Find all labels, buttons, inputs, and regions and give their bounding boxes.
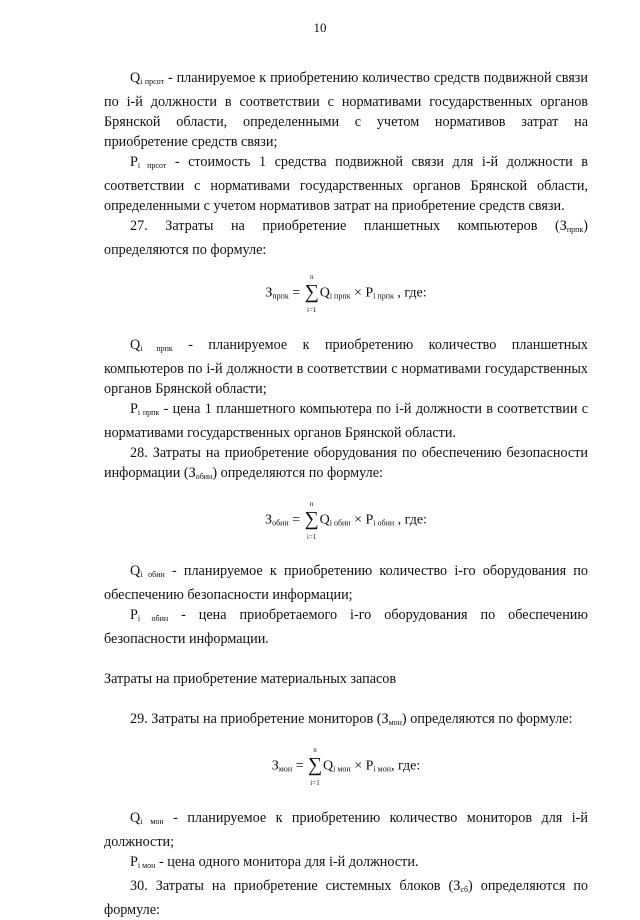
formula-p-subscript: i прпк	[373, 291, 394, 301]
symbol: P	[130, 607, 138, 624]
sum-lower: i=1	[310, 779, 320, 788]
formula-p: P	[365, 285, 374, 301]
section-29	[104, 709, 588, 733]
symbol-subscript: i обин	[137, 614, 169, 624]
definition-text: - планируемое к приобретению количество планшетных компьютеров по i-й должности в соответствии с нормативами государственных органов Брянской области;	[104, 336, 589, 397]
symbol-subscript: i мон	[137, 861, 156, 871]
sum-lower: i=1	[306, 532, 317, 541]
symbol: Q	[130, 70, 141, 86]
sum-upper: n	[309, 499, 314, 508]
sum-upper: n	[309, 273, 314, 281]
section-28	[104, 443, 588, 487]
formula-tail: , где:	[390, 759, 421, 775]
symbol-subscript: прпк	[566, 225, 584, 234]
definition-text: - цена приобретаемого i-го оборудования по обеспечению безопасности информации.	[104, 607, 588, 648]
formula-q-subscript: i обин	[329, 518, 351, 528]
formula-q-subscript: i мон	[333, 765, 351, 775]
formula-q: Q	[319, 285, 330, 301]
formula-27	[104, 273, 588, 314]
sum-icon: n ∑ i=1	[307, 746, 323, 788]
sum-icon: n ∑ i=1	[304, 499, 319, 541]
formula-lhs-subscript: прпк	[272, 291, 289, 301]
formula-lhs: З	[265, 285, 273, 301]
multiply-sign: ×	[350, 759, 366, 775]
definition-q-obin	[104, 561, 588, 605]
multiply-sign: ×	[350, 285, 366, 301]
symbol: P	[130, 154, 138, 170]
definition-p-mon	[104, 852, 588, 876]
symbol-subscript: i прпк	[137, 407, 160, 417]
formula-lhs-subscript: обин	[272, 518, 289, 528]
definition-p-prpk	[104, 399, 588, 443]
section-text: ) определяются по формуле:	[212, 464, 383, 481]
definition-q-prsot	[104, 68, 588, 152]
symbol-subscript: сб	[460, 885, 469, 895]
formula-tail: , где:	[394, 512, 427, 528]
section-text: 30. Затраты на приобретение системных блоков (З	[130, 878, 461, 895]
symbol-subscript: обин	[195, 471, 213, 481]
section-heading: Затраты на приобретение материальных запасов	[104, 671, 397, 688]
definition-text: - планируемое к приобретению количество i-го оборудования по обеспечению безопасности информации;	[104, 563, 588, 604]
section-text: ) определяются по формуле:	[401, 711, 573, 728]
symbol: Q	[130, 810, 141, 827]
formula-p: P	[365, 759, 374, 775]
formula-q-subscript: i прпк	[329, 291, 351, 301]
symbol-subscript: i обин	[140, 570, 165, 580]
definition-text: - планируемое к приобретению количество мониторов для i-й должности;	[104, 810, 588, 851]
definition-text: - стоимость 1 средства подвижной связи для i-й должности в соответствии с нормативами государственных органов Брянской области, определенными с учетом нормативов затрат на приобретение средств связи.	[104, 154, 588, 214]
section-text: 29. Затраты на приобретение мониторов (З	[130, 711, 389, 728]
symbol-subscript: i мон	[140, 817, 164, 827]
symbol-subscript: мон	[388, 718, 402, 728]
sum-lower: i=1	[307, 306, 317, 314]
section-27	[104, 216, 588, 260]
section-text: ) определяются по формуле:	[104, 878, 589, 919]
symbol: P	[130, 854, 138, 871]
symbol: Q	[130, 563, 141, 580]
formula-q: Q	[319, 512, 330, 528]
definition-text: - планируемое к приобретению количество средств подвижной связи по i-й должности в соответствии с нормативами государственных органов Брянской области, определенными с учетом нормативов затрат на приобретение средств связи;	[104, 70, 589, 150]
section-text: 27. Затраты на приобретение планшетных компьютеров (З	[130, 218, 567, 234]
formula-p-subscript: i мон	[373, 765, 391, 775]
definition-q-mon	[104, 808, 588, 852]
definition-text: - цена одного монитора для i-й должности.	[155, 854, 419, 871]
document-body	[104, 68, 588, 920]
equals-sign: =	[288, 285, 304, 301]
symbol-subscript: i прсот	[140, 77, 165, 86]
formula-p: P	[365, 512, 374, 528]
page-number: 10	[313, 20, 327, 35]
definition-p-obin	[104, 605, 588, 649]
formula-29	[104, 746, 588, 788]
formula-p-subscript: i обин	[373, 518, 395, 528]
sum-icon: n ∑ i=1	[304, 273, 319, 314]
symbol-subscript: i прсот	[137, 161, 167, 170]
formula-lhs: З	[271, 759, 279, 775]
definition-q-prpk	[104, 335, 588, 399]
formula-28	[104, 499, 588, 541]
definition-text: - цена 1 планшетного компьютера по i-й должности в соответствии с нормативами государственных органов Брянской области.	[104, 400, 589, 441]
section-text: 28. Затраты на приобретение оборудования по обеспечению безопасности информации (З	[104, 444, 588, 481]
definition-p-prsot	[104, 152, 588, 216]
section-text: ) определяются по формуле:	[104, 218, 588, 258]
sum-upper: n	[313, 746, 317, 755]
symbol: Q	[130, 336, 141, 353]
multiply-sign: ×	[350, 512, 366, 528]
formula-lhs: З	[265, 512, 273, 528]
symbol: P	[130, 400, 138, 417]
formula-lhs-subscript: мон	[278, 765, 293, 775]
section-30	[104, 876, 588, 920]
symbol-subscript: i прпк	[140, 343, 173, 353]
formula-tail: , где:	[393, 285, 427, 301]
formula-q: Q	[323, 759, 334, 775]
equals-sign: =	[288, 512, 304, 528]
equals-sign: =	[292, 759, 307, 775]
